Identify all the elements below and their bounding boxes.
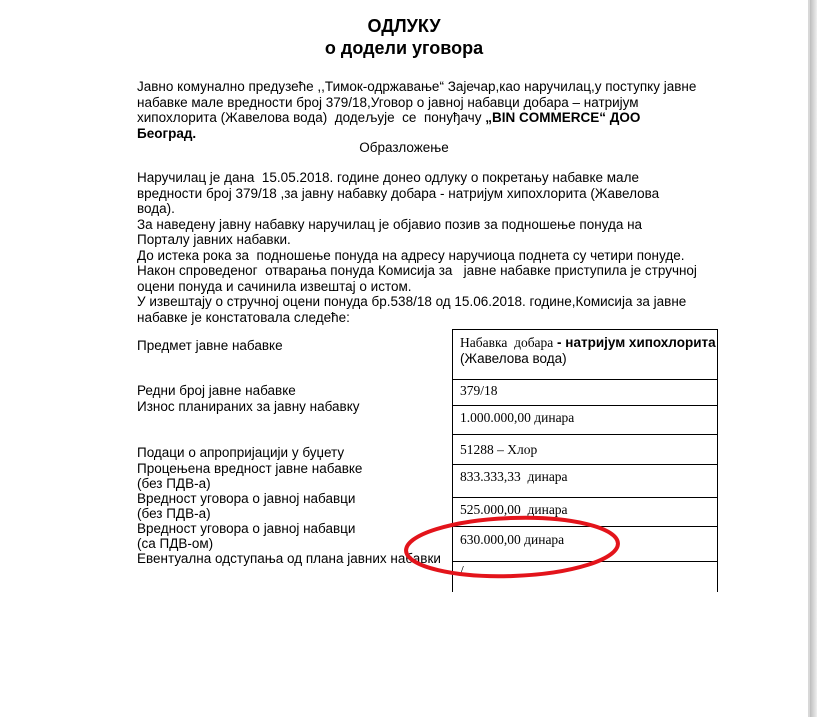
label-subject: Предмет јавне набавке [137,338,283,353]
bidder-city: Београд. [137,125,197,141]
label-contract-gross-note: (са ПДВ-ом) [137,536,214,551]
label-estimated: Процењена вредност јавне набавке [137,461,363,476]
body-line: оцени понуда и сачинила извештај о истом. [137,278,412,294]
document-subtitle: о додели уговора [324,38,484,58]
value-contract-net: 525.000,00 динара [460,502,568,517]
body-line: вода). [137,201,175,216]
label-number: Редни број јавне набавке [137,383,296,398]
label-contract-gross: Вредност уговора о јавној набавци [137,521,356,536]
value-estimated: 833.333,33 динара [460,469,568,484]
label-deviation: Евентуална одступања од плана јавних набавки [137,551,441,566]
bidder-name: „BIN COMMERCE“ ДОО [485,110,641,125]
label-contract-net: Вредност уговора о јавној набавци [137,491,356,506]
value-contract-gross: 630.000,00 динара [460,532,565,547]
label-appropriation: Подаци о апропријацији у буџету [137,445,345,460]
body-line: У извештају о стручној оцени понуда бр.538/18 од 15.06.2018. године,Комисија за јавне [137,294,687,309]
value-appropriation: 51288 – Хлор [460,442,538,457]
label-planned: Износ планираних за јавну набавку [137,399,360,414]
body-line: До истека рока за подношење понуда на адресу наручиоца поднета су четири понуде. [137,247,685,263]
value-subject-b: - натријум хипохлорита [553,335,716,350]
value-deviation: / [460,563,464,578]
body-line: Након спроведеног отварања понуда Комисија за јавне набавке приступила је стручној [137,263,697,278]
intro-line: Јавно комунално предузеће ,,Тимок-одржавање“ Зајечар,као наручилац,у поступку јавне [137,79,697,94]
intro-line: набавке мале вредности број 379/18,Уговор о јавној набавци добара – натријум [137,94,639,110]
body-line: Наручилац је дана 15.05.2018. године донео одлуку о покретању набавке мале [137,170,639,185]
highlight-ellipse-stroke [405,514,619,579]
body-line: Порталу јавних набавки. [137,232,291,247]
document-title: ОДЛУКУ [367,16,441,36]
value-subject-2: (Жавелова вода) [460,351,567,366]
body-line: набавке је констатовала следеће: [137,309,350,325]
value-number: 379/18 [460,383,498,398]
body-line: вредности број 379/18 ,за јавну набавку добара - натријум хипохлорита (Жавелова [137,185,660,201]
value-subject-a: Набавка добара [460,335,554,350]
label-contract-net-note: (без ПДВ-а) [137,506,211,521]
section-heading: Образложење [359,140,449,155]
value-planned: 1.000.000,00 динара [460,410,575,425]
label-estimated-note: (без ПДВ-а) [137,476,211,491]
intro-line-text: хипохлорита (Жавелова вода) додељује се понуђачу [137,110,486,125]
body-line: За наведену јавну набавку наручилац је објавио позив за подношење понуда на [137,216,643,232]
